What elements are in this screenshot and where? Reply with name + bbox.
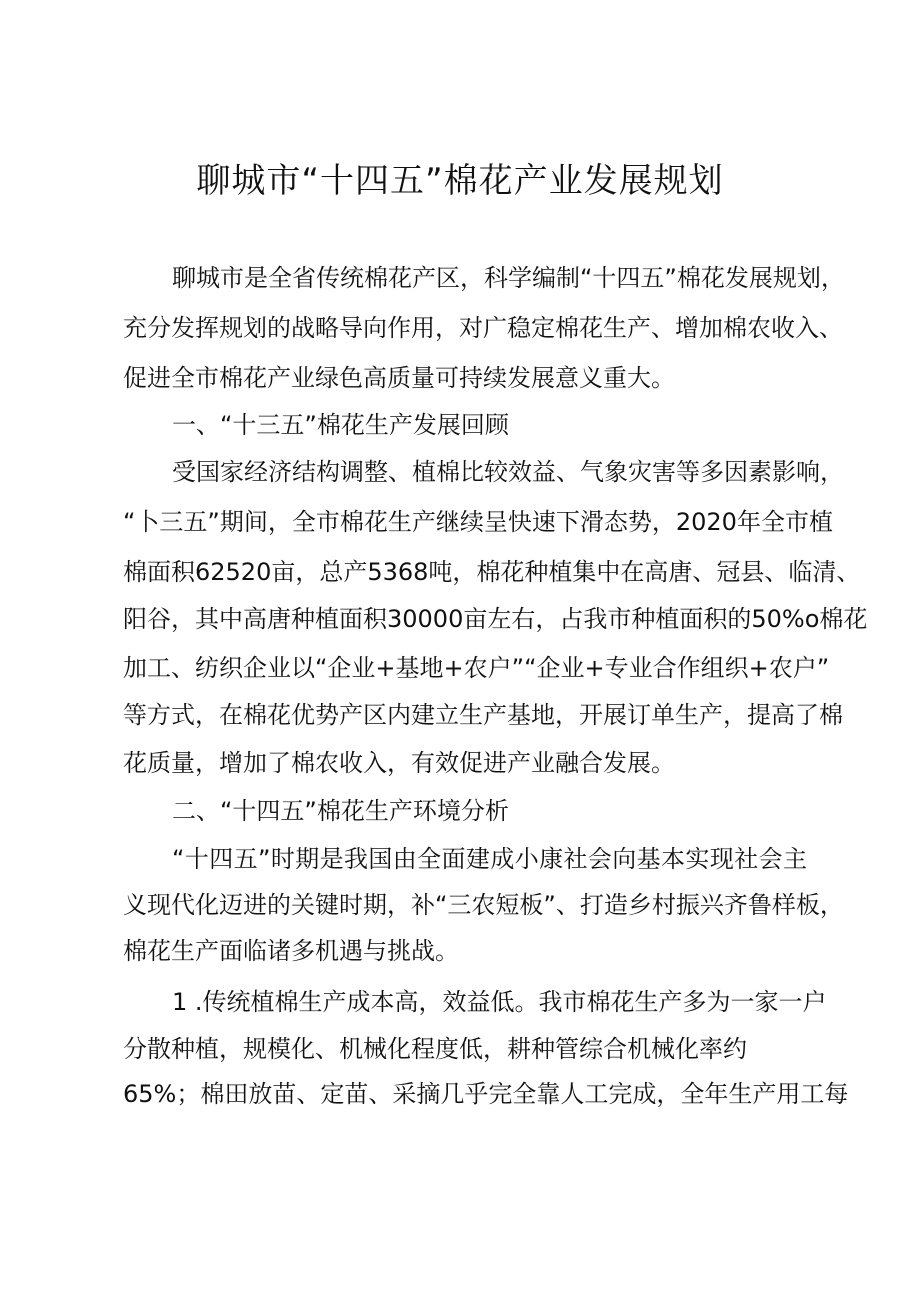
paragraph-line: 聊城市是全省传统棉花产区，科学编制“十四五”棉花发展规划， (172, 264, 845, 292)
paragraph-line: 1 .传统植棉生产成本高，效益低。我市棉花生产多为一家一户 (172, 988, 827, 1016)
paragraph-line: 等方式，在棉花优势产区内建立生产基地，开展订单生产，提高了棉 (123, 701, 843, 729)
paragraph-line: 花质量，增加了棉农收入，有效促进产业融合发展。 (123, 749, 675, 777)
paragraph-line: 分散种植，规模化、机械化程度低，耕种管综合机械化率约 (123, 1035, 747, 1063)
paragraph-line: 受国家经济结构调整、植棉比较效益、气象灾害等多因素影响， (172, 458, 844, 486)
paragraph-line: 充分发挥规划的战略导向作用，对广稳定棉花生产、增加棉农收入、 (123, 314, 843, 342)
section-heading: 一、“十三五”棉花生产发展回顾 (172, 411, 509, 439)
paragraph-line: “十四五”时期是我国由全面建成小康社会向基本实现社会主 (172, 845, 807, 873)
paragraph-line: 阳谷，其中高唐种植面积30000亩左右，占我市种植面积的50%o棉花 (123, 605, 868, 633)
paragraph-line: 棉面积62520亩，总产5368吨，棉花种植集中在高唐、冠县、临清、 (123, 558, 861, 586)
paragraph-line: “卜三五”期间，全市棉花生产继续呈快速下滑态势，2020年全市植 (123, 508, 833, 536)
section-heading: 二、“十四五”棉花生产环境分析 (172, 797, 509, 825)
document-title: 聊城市“十四五”棉花产业发展规划 (196, 161, 724, 201)
paragraph-line: 促进全市棉花产业绿色高质量可持续发展意义重大。 (123, 364, 675, 392)
paragraph-line: 义现代化迈进的关键时期，补“三农短板”、打造乡村振兴齐鲁样板， (123, 891, 844, 919)
paragraph-line: 加工、纺织企业以“企业+基地+农户”“企业+专业合作组织+农户” (123, 654, 830, 682)
paragraph-line: 65%；棉田放苗、定苗、采摘几乎完全靠人工完成，全年生产用工每 (123, 1080, 849, 1108)
paragraph-line: 棉花生产面临诸多机遇与挑战。 (123, 937, 459, 965)
